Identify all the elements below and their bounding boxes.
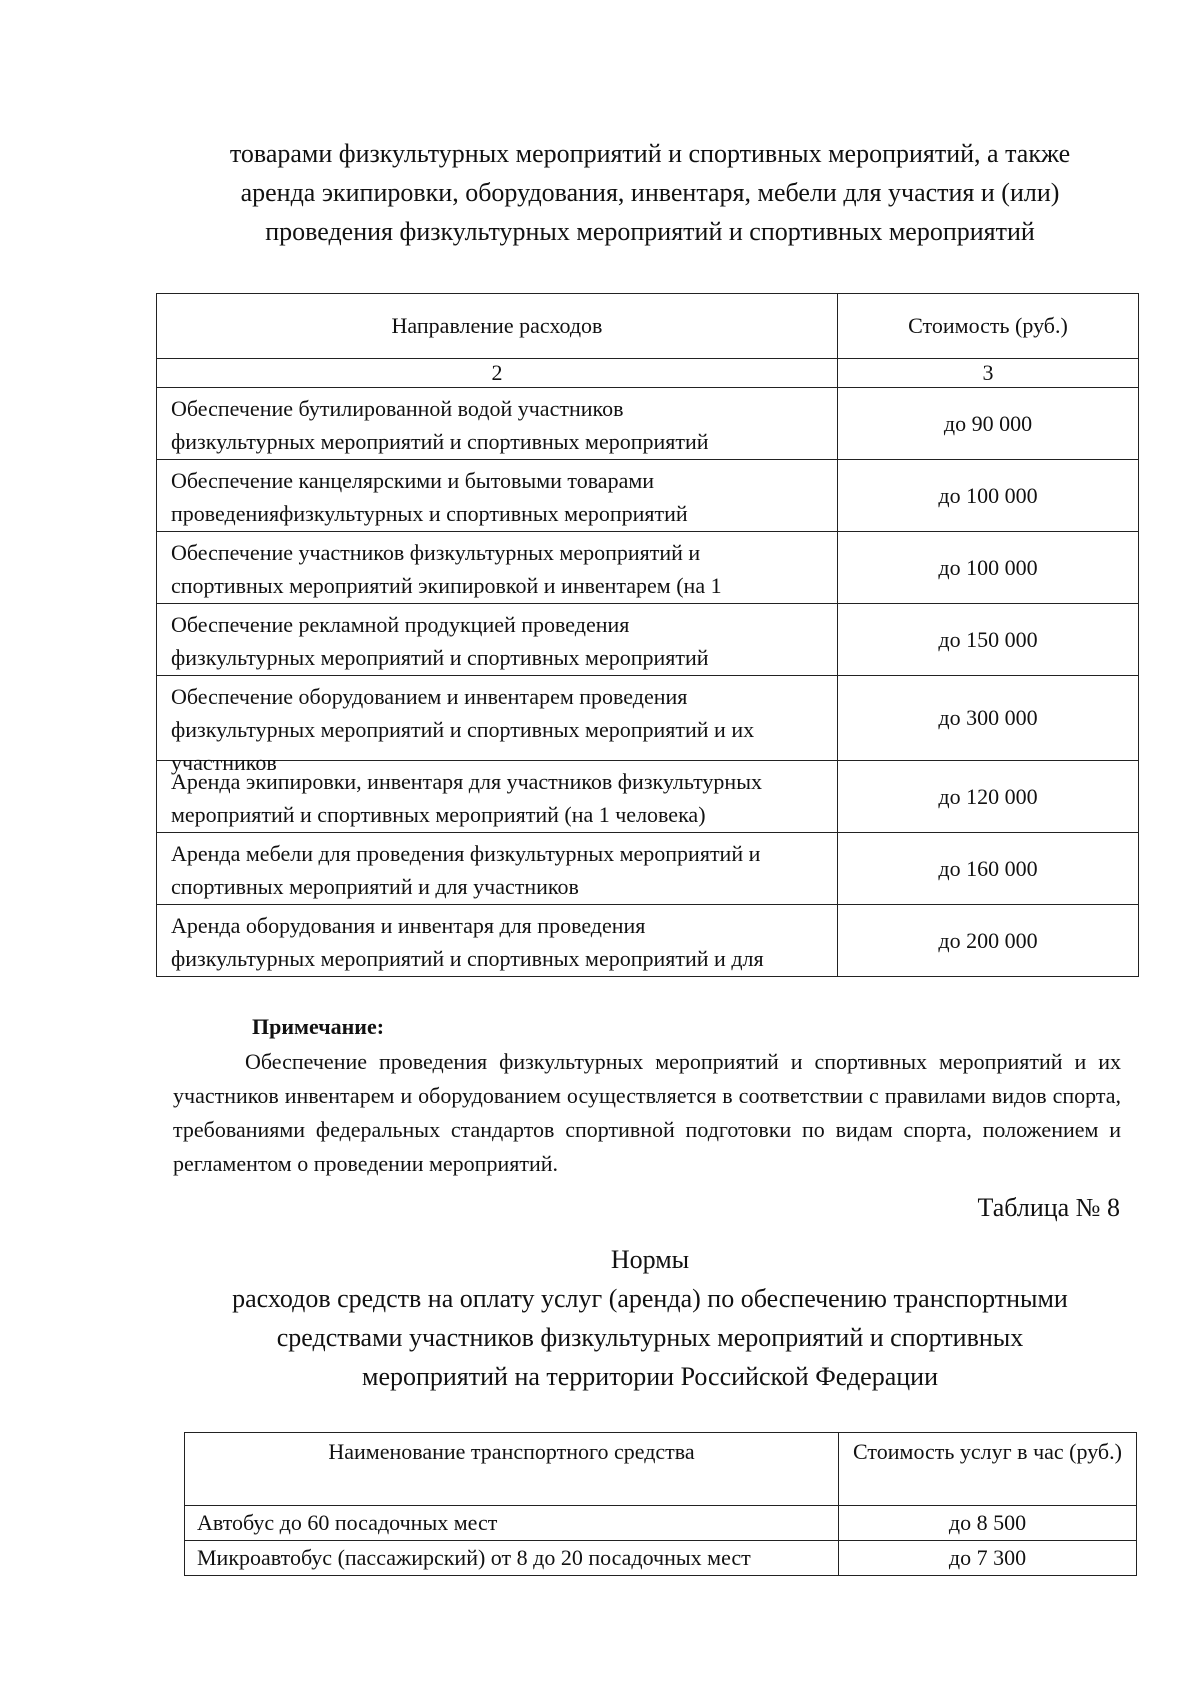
note-body: Обеспечение проведения физкультурных мероприятий и спортивных мероприятий и их участников инвентарем и оборудованием осуществляется в соответствии с правилами видов спорта, требованиями федеральных стандартов спортивной подготовки по видам спорта, положением и регламентом о проведении мероприятий.: [173, 1049, 1121, 1176]
heading-line: Нормы: [610, 1245, 690, 1274]
column-header-direction: Направление расходов: [157, 294, 838, 359]
column-header-cost: Стоимость (руб.): [838, 294, 1139, 359]
note-title: Примечание:: [252, 1014, 385, 1039]
description-line: проведенияфизкультурных и спортивных мероприятий: [171, 501, 688, 526]
transport-costs-table: [184, 1432, 1137, 1576]
heading-line: мероприятий на территории Российской Федерации: [361, 1362, 938, 1391]
description-line: Аренда оборудования и инвентаря для проведения: [171, 913, 646, 938]
expense-description: [157, 388, 838, 460]
expense-cost: до 200 000: [838, 905, 1139, 977]
expense-description: [157, 460, 838, 532]
expense-cost: до 100 000: [838, 460, 1139, 532]
description-line: физкультурных мероприятий и спортивных мероприятий: [171, 429, 709, 454]
heading-line: средствами участников физкультурных мероприятий и спортивных: [276, 1323, 1024, 1352]
description-line: мероприятий и спортивных мероприятий (на 1 человека): [171, 802, 706, 827]
expense-cost: до 90 000: [838, 388, 1139, 460]
vehicle-name: Автобус до 60 посадочных мест: [185, 1506, 839, 1541]
table-number: Таблица № 8: [977, 1193, 1120, 1222]
column-number: 2: [157, 359, 838, 388]
column-number: 3: [838, 359, 1139, 388]
description-line: Обеспечение канцелярскими и бытовыми товарами: [171, 468, 655, 493]
description-line: спортивных мероприятий и для участников: [171, 874, 579, 899]
column-header-vehicle: Наименование транспортного средства: [185, 1433, 839, 1506]
description-line: физкультурных мероприятий и спортивных мероприятий и их: [171, 717, 755, 742]
table-row: [157, 676, 1139, 761]
column-header-hourly-cost: Стоимость услуг в час (руб.): [839, 1433, 1137, 1506]
expense-cost: до 150 000: [838, 604, 1139, 676]
heading-line: аренда экипировки, оборудования, инвентаря, мебели для участия и (или): [240, 178, 1060, 207]
description-line: спортивных мероприятий экипировкой и инвентарем (на 1: [171, 573, 722, 598]
expense-description: [157, 532, 838, 604]
expense-cost: до 100 000: [838, 532, 1139, 604]
description-line: Обеспечение бутилированной водой участников: [171, 396, 624, 421]
description-line: Аренда мебели для проведения физкультурных мероприятий и: [171, 841, 761, 866]
description-line: Аренда экипировки, инвентаря для участников физкультурных: [171, 769, 762, 794]
description-line: участников: [171, 750, 277, 775]
vehicle-name: Микроавтобус (пассажирский) от 8 до 20 посадочных мест: [185, 1541, 839, 1576]
table-header-row: [157, 294, 1139, 359]
description-line: Обеспечение рекламной продукцией проведения: [171, 612, 630, 637]
section-heading: [160, 1240, 1140, 1396]
table-row: [185, 1541, 1137, 1576]
table-row: [185, 1506, 1137, 1541]
heading-line: проведения физкультурных мероприятий и спортивных мероприятий: [265, 217, 1035, 246]
table-row: [157, 532, 1139, 604]
table-row: [157, 460, 1139, 532]
expense-description: [157, 604, 838, 676]
expense-cost: до 120 000: [838, 761, 1139, 833]
column-number-row: [157, 359, 1139, 388]
description-line: физкультурных мероприятий и спортивных мероприятий: [171, 645, 709, 670]
section-heading: [160, 134, 1140, 251]
expense-description: [157, 676, 838, 775]
expense-norms-table: [156, 293, 1139, 977]
table-row: [157, 905, 1139, 977]
expense-description: [157, 833, 838, 905]
heading-line: расходов средств на оплату услуг (аренда) по обеспечению транспортными: [232, 1284, 1068, 1313]
table-header-row: [185, 1433, 1137, 1506]
heading-line: товарами физкультурных мероприятий и спортивных мероприятий, а также: [229, 139, 1071, 168]
vehicle-cost: до 7 300: [839, 1541, 1137, 1576]
table-row: [157, 833, 1139, 905]
expense-description: [157, 905, 838, 977]
description-line: физкультурных мероприятий и спортивных мероприятий и для: [171, 946, 764, 971]
table-row: [157, 604, 1139, 676]
table-row: [157, 761, 1139, 833]
description-line: Обеспечение участников физкультурных мероприятий и: [171, 540, 701, 565]
description-line: Обеспечение оборудованием и инвентарем проведения: [171, 684, 688, 709]
table-row: [157, 388, 1139, 460]
expense-cost: до 300 000: [838, 676, 1139, 761]
vehicle-cost: до 8 500: [839, 1506, 1137, 1541]
expense-cost: до 160 000: [838, 833, 1139, 905]
expense-description: [157, 761, 838, 833]
